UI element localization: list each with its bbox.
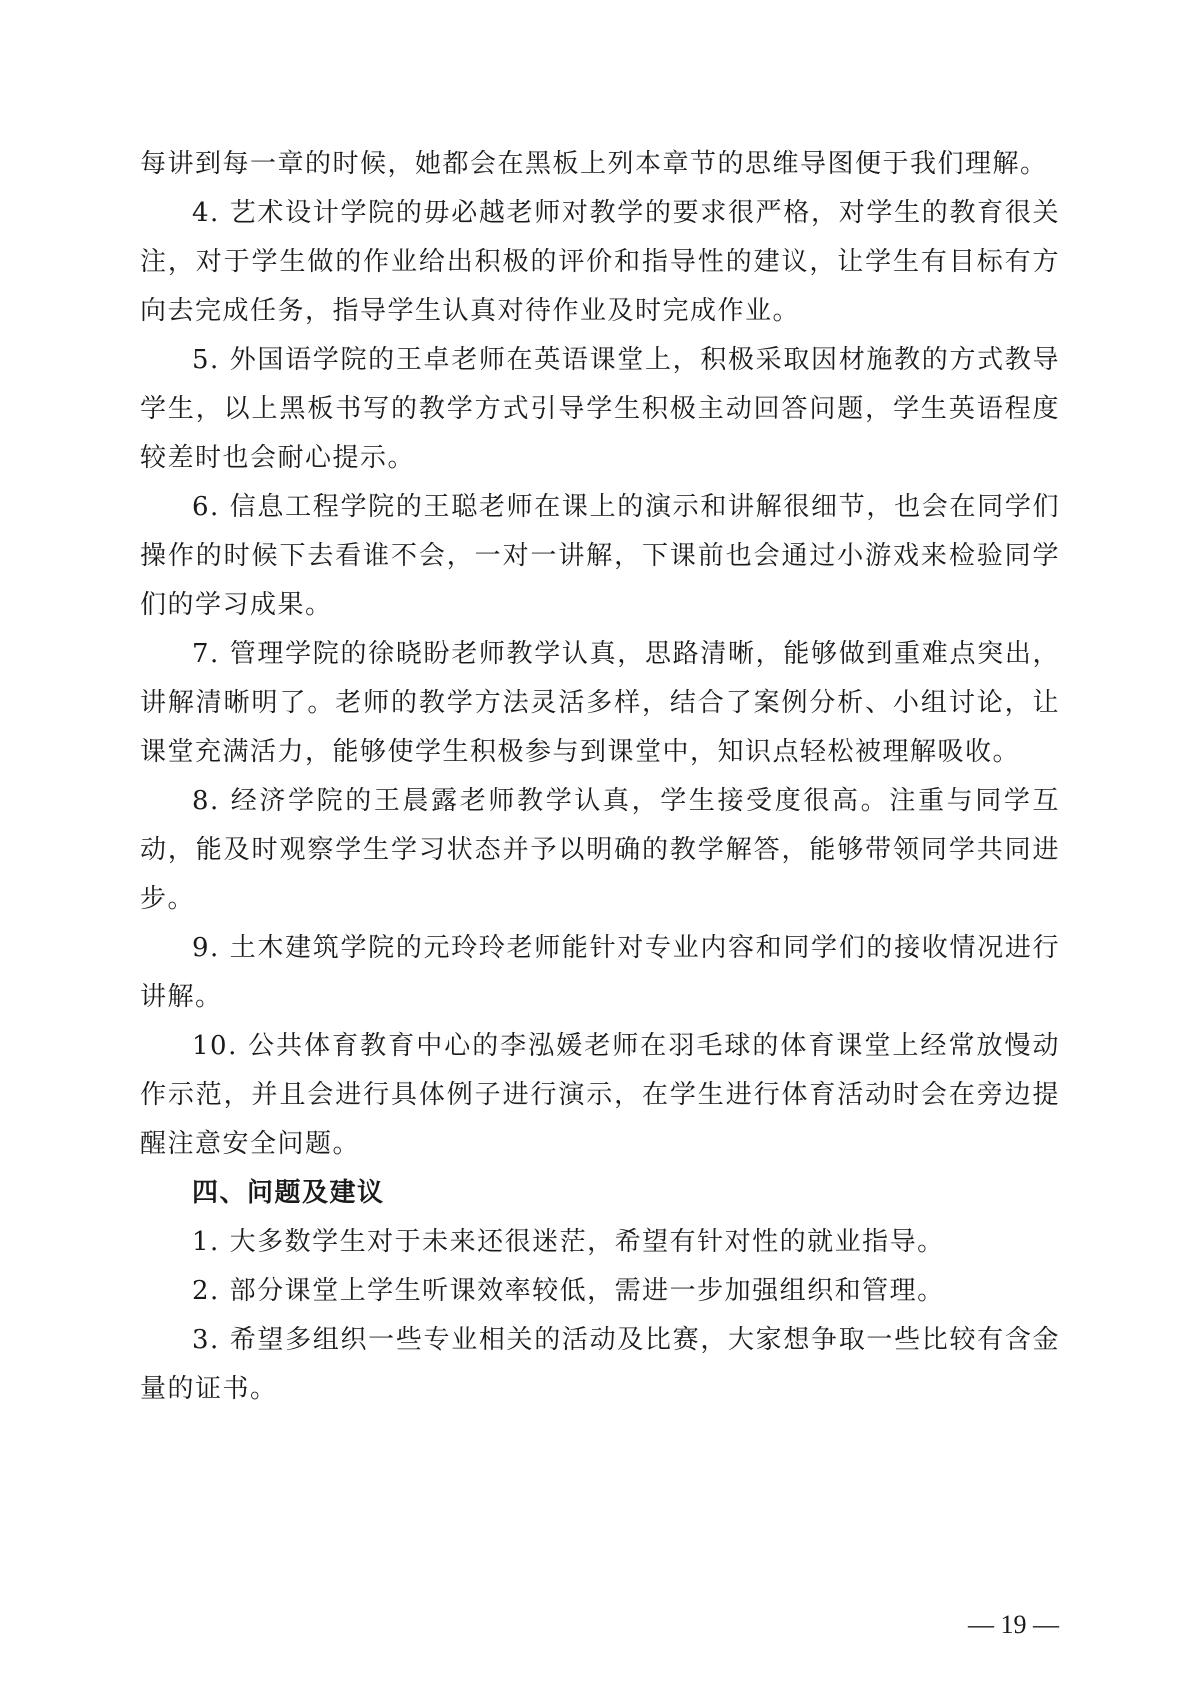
suggestion-item-1: 1. 大多数学生对于未来还很迷茫，希望有针对性的就业指导。 — [192, 1227, 945, 1257]
paragraph-item-7: 7. 管理学院的徐晓盼老师教学认真，思路清晰，能够做到重难点突出，讲解清晰明了。老师的教学方法灵活多样，结合了案例分析、小组讨论，让课堂充满活力，能够使学生积极参与到课堂中，知识点轻松被理解吸收。 — [140, 639, 1060, 767]
document-body — [140, 140, 1060, 1414]
page-number: — 19 — — [968, 1610, 1059, 1639]
paragraph-continuation: 每讲到每一章的时候，她都会在黑板上列本章节的思维导图便于我们理解。 — [140, 149, 1048, 179]
suggestion-item-3: 3. 希望多组织一些专业相关的活动及比赛，大家想争取一些比较有含金量的证书。 — [140, 1325, 1060, 1404]
section-heading: 四、问题及建议 — [192, 1178, 385, 1208]
paragraph-item-8: 8. 经济学院的王晨露老师教学认真，学生接受度很高。注重与同学互动，能及时观察学生学习状态并予以明确的教学解答，能够带领同学共同进步。 — [140, 786, 1060, 914]
paragraph-item-9: 9. 土木建筑学院的元玲玲老师能针对专业内容和同学们的接收情况进行讲解。 — [140, 933, 1060, 1012]
paragraph-item-6: 6. 信息工程学院的王聪老师在课上的演示和讲解很细节，也会在同学们操作的时候下去看谁不会，一对一讲解，下课前也会通过小游戏来检验同学们的学习成果。 — [140, 492, 1060, 620]
paragraph-item-10: 10. 公共体育教育中心的李泓媛老师在羽毛球的体育课堂上经常放慢动作示范，并且会进行具体例子进行演示，在学生进行体育活动时会在旁边提醒注意安全问题。 — [140, 1031, 1060, 1159]
suggestion-item-2: 2. 部分课堂上学生听课效率较低，需进一步加强组织和管理。 — [192, 1276, 945, 1306]
paragraph-item-5: 5. 外国语学院的王卓老师在英语课堂上，积极采取因材施教的方式教导学生，以上黑板书写的教学方式引导学生积极主动回答问题，学生英语程度较差时也会耐心提示。 — [140, 345, 1060, 473]
paragraph-item-4: 4. 艺术设计学院的毋必越老师对教学的要求很严格，对学生的教育很关注，对于学生做的作业给出积极的评价和指导性的建议，让学生有目标有方向去完成任务，指导学生认真对待作业及时完成作业。 — [140, 198, 1060, 326]
